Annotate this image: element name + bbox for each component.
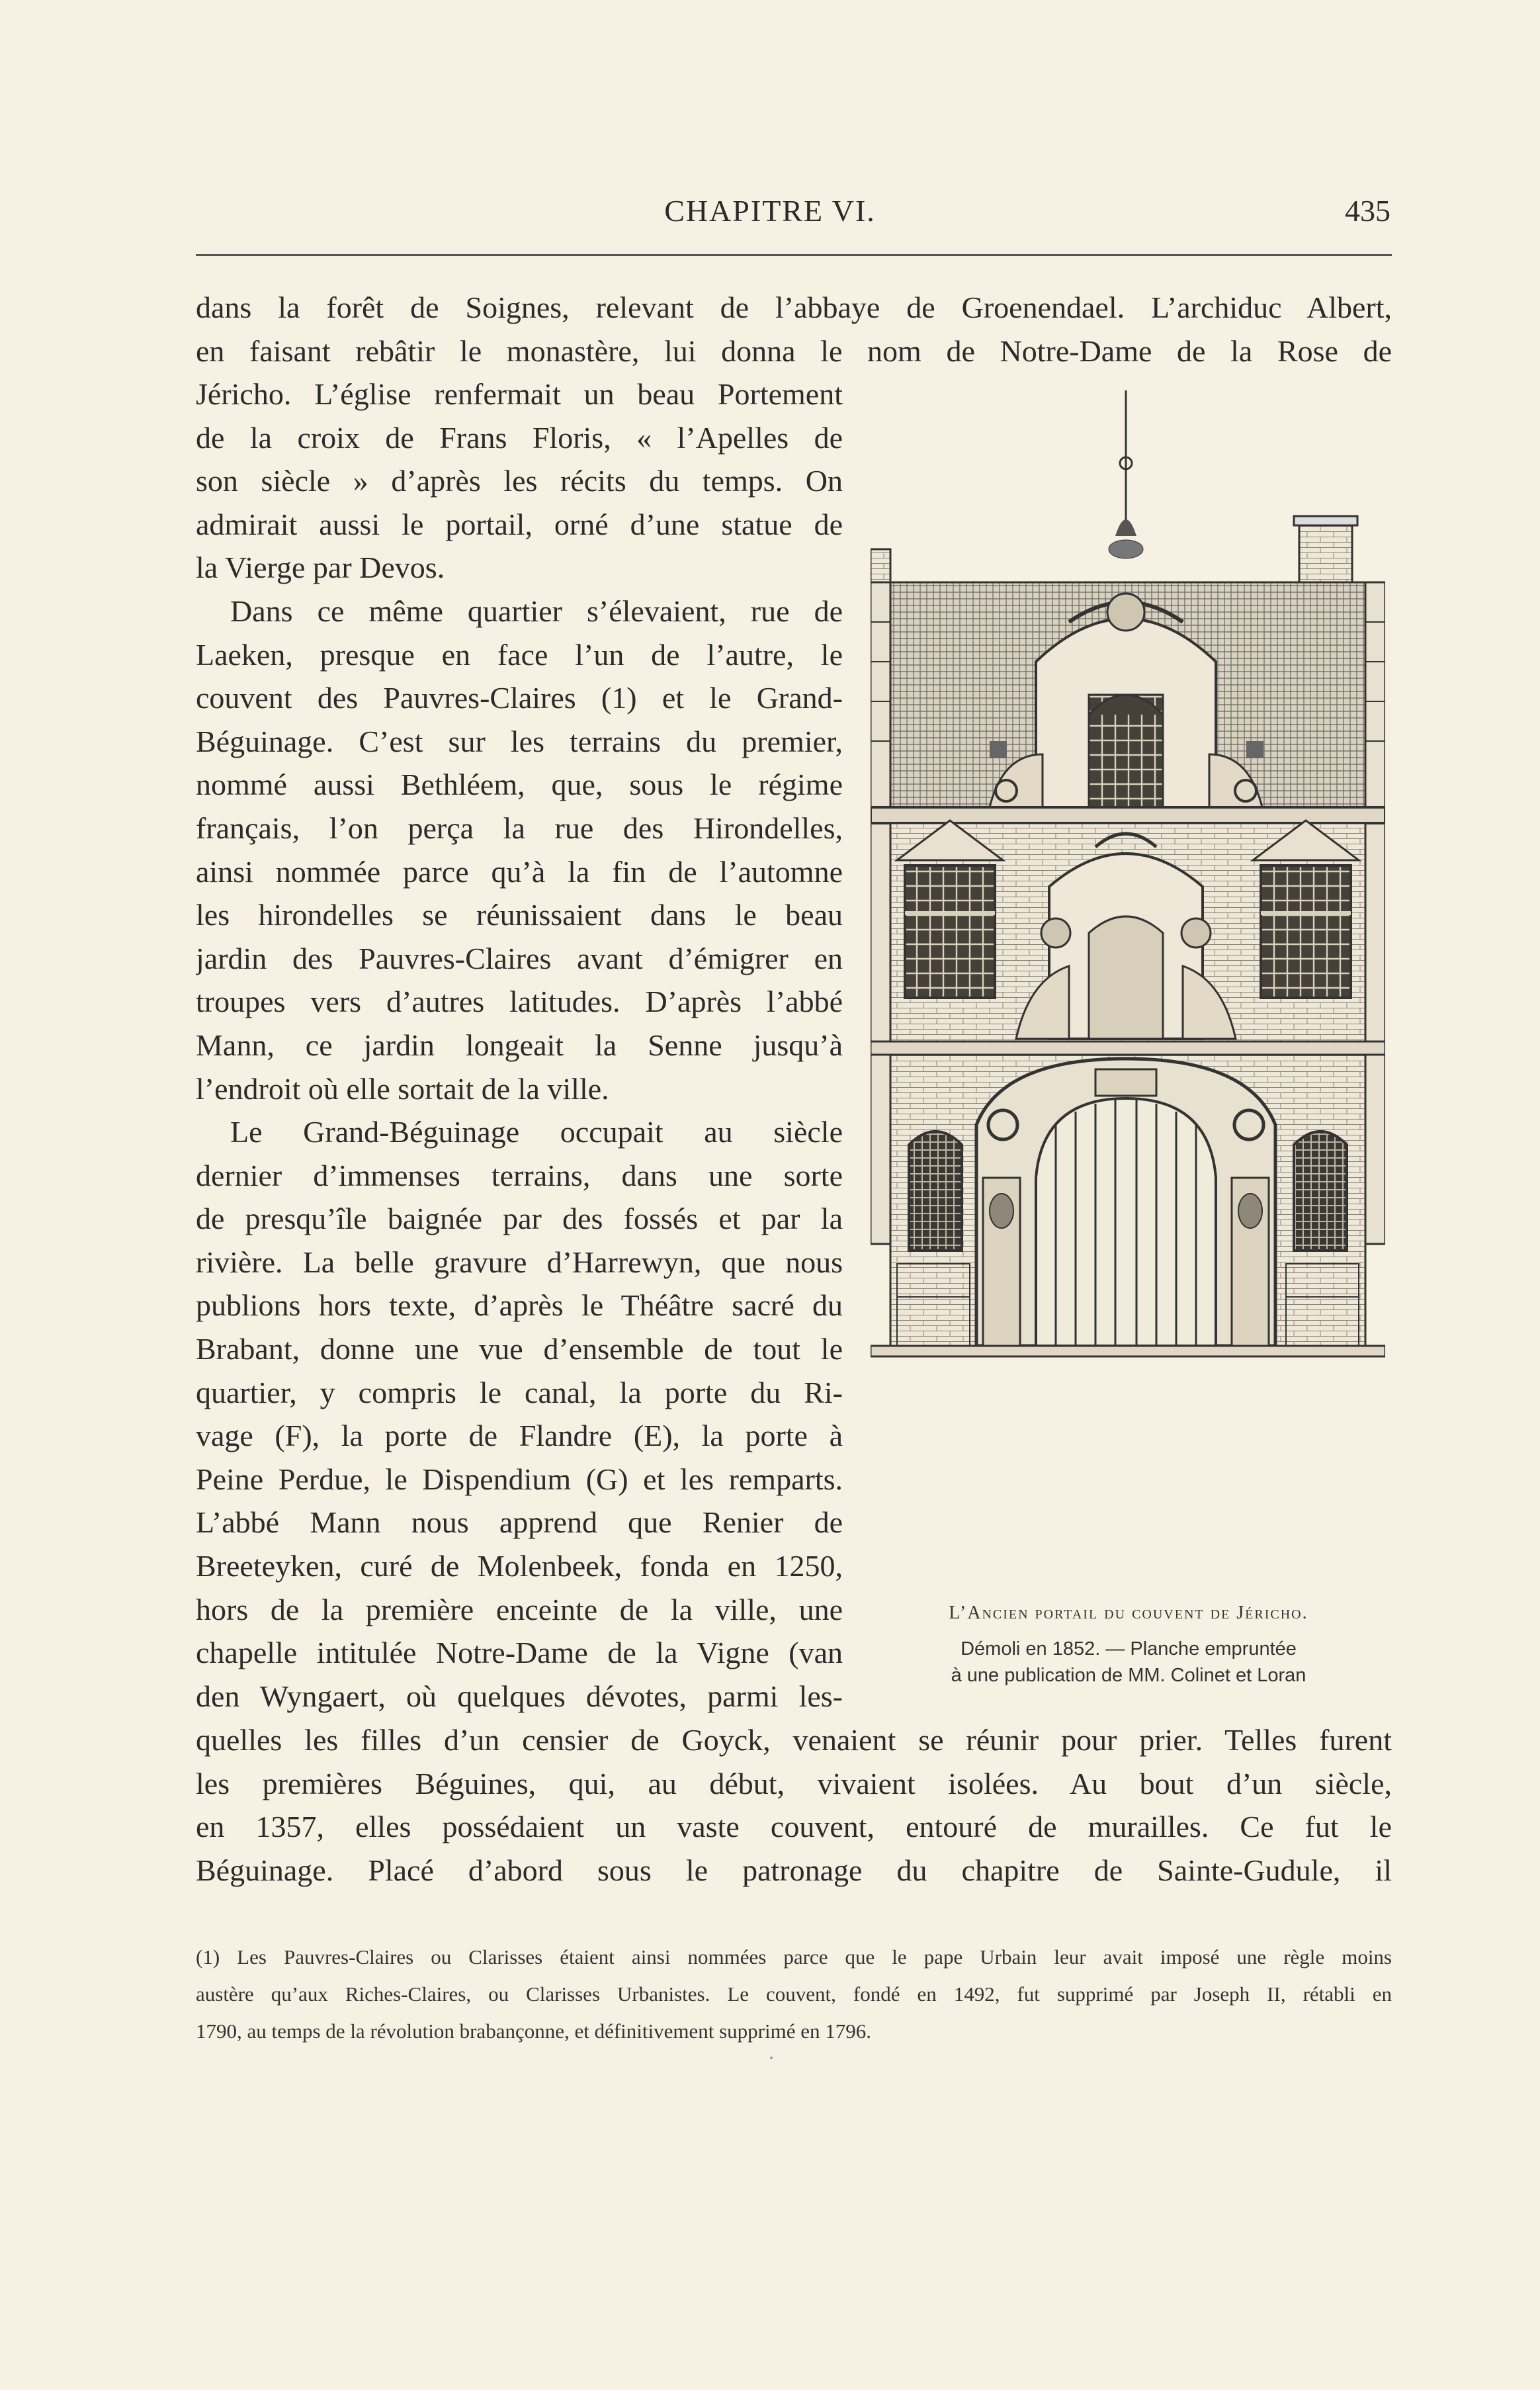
text-line: Laeken, presque en face l’un de l’autre, le [196, 637, 843, 672]
footnote-line: 1790, au temps de la révolution brabançonne, et définitivement supprimé en 1796. [196, 2019, 872, 2043]
header-rule [196, 254, 1392, 256]
text-line: publions hors texte, d’après le Théâtre sacré du [196, 1288, 843, 1323]
text-line: Breeteyken, curé de Molenbeek, fonda en 1250, [196, 1549, 843, 1583]
text-line: de la croix de Frans Floris, « l’Apelles de [196, 420, 843, 455]
text-line: quelles les filles d’un censier de Goyck, venaient se réunir pour prier. Telles furent [196, 1723, 1392, 1757]
text-line: Brabant, donne une vue d’ensemble de tout le [196, 1332, 843, 1366]
text-line: couvent des Pauvres-Claires (1) et le Grand- [196, 681, 843, 715]
text-line: vage (F), la porte de Flandre (E), la porte à [196, 1419, 843, 1453]
text-line: en faisant rebâtir le monastère, lui donna le nom de Notre-Dame de la Rose de [196, 333, 1392, 368]
body-text-top [196, 286, 1392, 373]
text-line: les premières Béguines, qui, au début, vivaient isolées. Au bout d’un siècle, [196, 1766, 1392, 1800]
text-line: en 1357, elles possédaient un vaste couvent, entouré de murailles. Ce fut le [196, 1810, 1392, 1844]
text-line: ainsi nommée parce qu’à la fin de l’automne [196, 854, 843, 889]
text-line: français, l’on perça la rue des Hirondelles, [196, 811, 843, 845]
text-line: Jéricho. L’église renfermait un beau Portement [196, 377, 843, 411]
text-line: Mann, ce jardin longeait la Senne jusqu’à [196, 1028, 843, 1062]
text-line: L’abbé Mann nous apprend que Renier de [196, 1505, 843, 1540]
text-line: les hirondelles se réunissaient dans le beau [196, 898, 843, 932]
text-line: Béguinage. C’est sur les terrains du premier, [196, 724, 843, 758]
text-line: Le Grand-Béguinage occupait au siècle [230, 1115, 843, 1149]
text-line: chapelle intitulée Notre-Dame de la Vigne (van [196, 1636, 843, 1670]
convent-portal-engraving [871, 384, 1385, 1596]
text-line: den Wyngaert, où quelques dévotes, parmi les- [196, 1679, 843, 1713]
body-text-column [196, 373, 843, 1718]
text-line: Dans ce même quartier s’élevaient, rue de [230, 594, 843, 628]
footnote-line: austère qu’aux Riches-Claires, ou Clarisses Urbanistes. Le couvent, fondé en 1492, fut supprimé par Joseph II, rétabli en [196, 1982, 1392, 2006]
page-speck [770, 2057, 773, 2059]
text-line: dernier d’immenses terrains, dans une sorte [196, 1158, 843, 1192]
text-line: Béguinage. Placé d’abord sous le patronage du chapitre de Sainte-Gudule, il [196, 1853, 1392, 1887]
text-line: de presqu’île baignée par des fossés et par la [196, 1202, 843, 1236]
footnote-line: (1) Les Pauvres-Claires ou Clarisses étaient ainsi nommées parce que le pape Urbain leur avait imposé une règle moins [196, 1945, 1392, 1969]
text-line: nommé aussi Bethléem, que, sous le régime [196, 768, 843, 802]
text-line: hors de la première enceinte de la ville, une [196, 1592, 843, 1626]
footnote [196, 1939, 1392, 2050]
text-line: quartier, y compris le canal, la porte du Ri- [196, 1375, 843, 1409]
text-line: admirait aussi le portail, orné d’une statue de [196, 507, 843, 541]
text-line: la Vierge par Devos. [196, 551, 445, 585]
text-line: troupes vers d’autres latitudes. D’après l’abbé [196, 985, 843, 1019]
figure-caption-title: L’Ancien portail du couvent de Jéricho. [949, 1603, 1308, 1623]
figure-caption-line: Démoli en 1852. — Planche empruntée [961, 1638, 1297, 1660]
chapter-title: CHAPITRE VI. [664, 194, 876, 228]
text-line: rivière. La belle gravure d’Harrewyn, que nous [196, 1245, 843, 1279]
text-line: Peine Perdue, le Dispendium (G) et les remparts. [196, 1462, 843, 1496]
text-line: dans la forêt de Soignes, relevant de l’abbaye de Groenendael. L’archiduc Albert, [196, 290, 1392, 324]
body-text-bottom [196, 1718, 1392, 1892]
figure-caption-details [871, 1636, 1387, 1689]
page-number: 435 [1345, 194, 1390, 228]
text-line: l’endroit où elle sortait de la ville. [196, 1071, 609, 1106]
text-line: son siècle » d’après les récits du temps. On [196, 464, 843, 498]
text-line: jardin des Pauvres-Claires avant d’émigrer en [196, 941, 843, 975]
figure-caption-line: à une publication de MM. Colinet et Loran [951, 1665, 1306, 1686]
